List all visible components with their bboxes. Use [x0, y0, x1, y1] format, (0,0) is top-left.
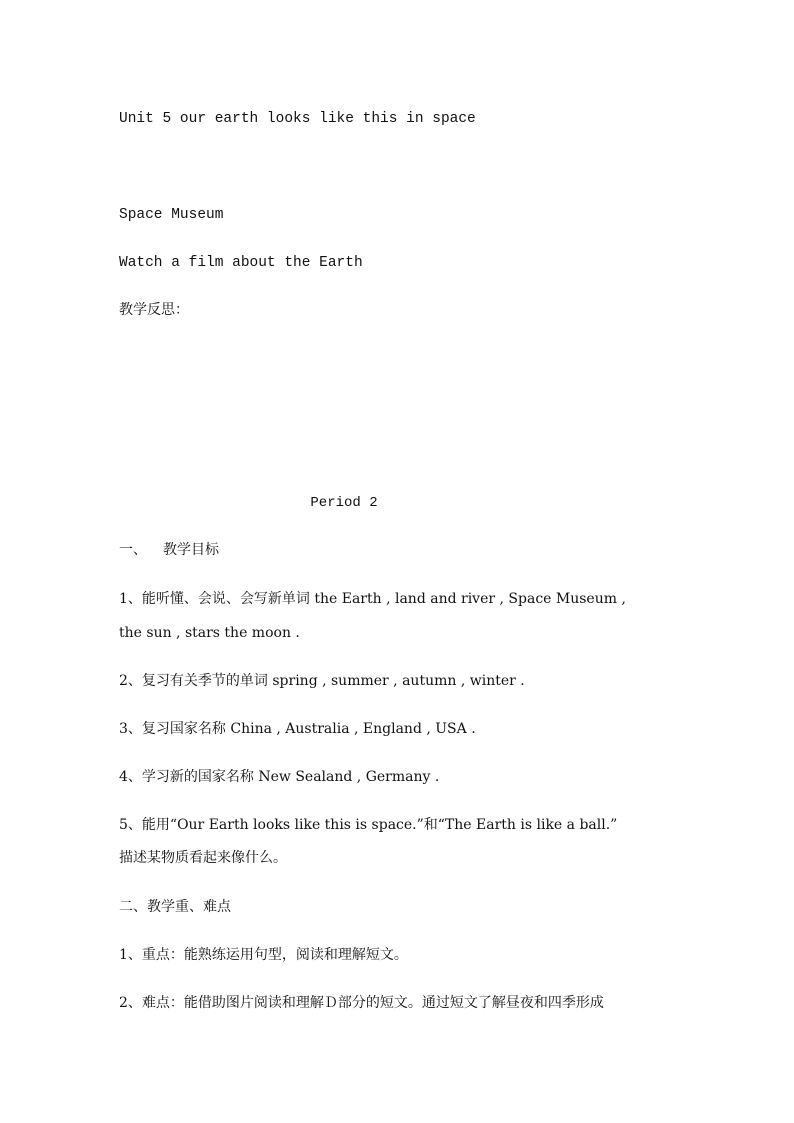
- goal-5-line-1: 5、能用“Our Earth looks like this is space.”和“The Earth is like a ball.”: [119, 817, 618, 833]
- goal-1-line-1: 1、能听懂、会说、会写新单词 the Earth , land and river , Space Museum ,: [119, 591, 626, 607]
- key-point-1: 1、重点：能熟练运用句型，阅读和理解短文。: [119, 947, 408, 963]
- key-point-2: 2、难点：能借助图片阅读和理解Ｄ部分的短文。通过短文了解昼夜和四季形成: [119, 995, 604, 1011]
- goal-5-line-2: 描述某物质看起来像什么。: [119, 850, 287, 866]
- goal-4: 4、学习新的国家名称 New Sealand , Germany .: [119, 769, 440, 785]
- section-heading-key-points: 二、教学重、难点: [119, 899, 231, 915]
- section-number: 一、: [119, 542, 147, 558]
- unit-title: Unit 5 our earth looks like this in space: [119, 111, 476, 127]
- section-heading-goals: [119, 541, 219, 559]
- section-title: 教学目标: [163, 542, 219, 558]
- goal-2: 2、复习有关季节的单词 spring , summer , autumn , winter .: [119, 673, 525, 689]
- watch-film-text: Watch a film about the Earth: [119, 255, 363, 271]
- reflection-label: 教学反思：: [119, 302, 189, 318]
- space-museum-text: Space Museum: [119, 207, 224, 223]
- period-heading: Period 2: [310, 495, 378, 511]
- goal-1-line-2: the sun , stars the moon .: [119, 625, 300, 641]
- goal-3: 3、复习国家名称 China , Australia , England , USA .: [119, 721, 476, 737]
